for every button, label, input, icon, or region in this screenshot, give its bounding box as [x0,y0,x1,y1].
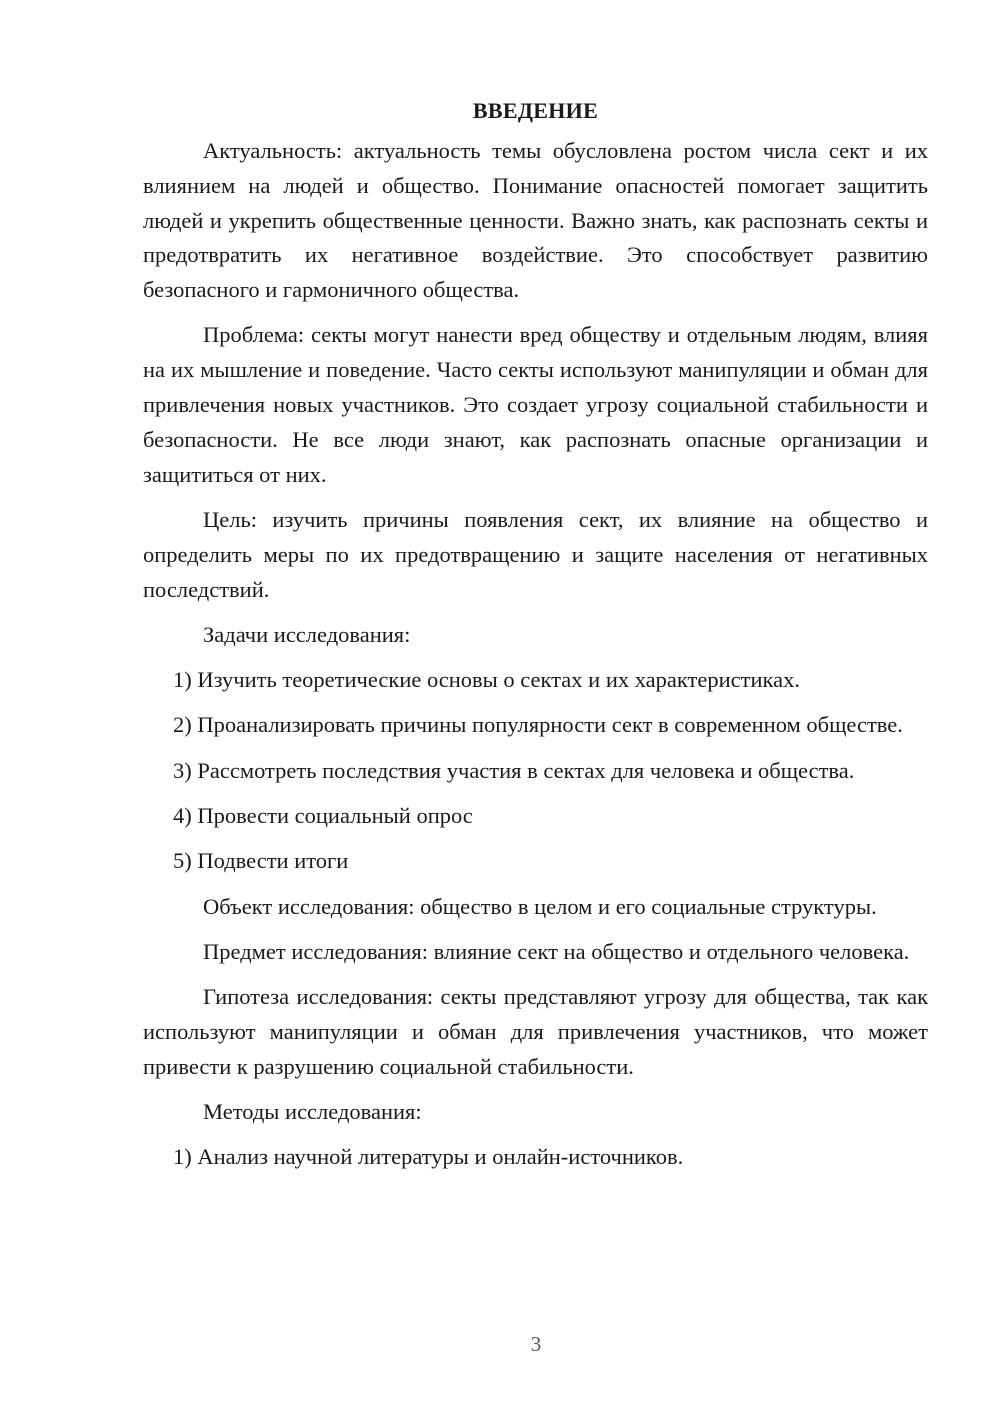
section-heading: ВВЕДЕНИЕ [472,98,599,123]
task-item: 1) Изучить теоретические основы о сектах и их характеристиках. [173,667,800,693]
relevance-paragraph: Актуальность: актуальность темы обусловлена ростом числа сект и их влиянием на людей и общество. Понимание опасностей помогает защитить людей и укрепить общественные ценности. Важно знать, как распознать секты и предотвратить их негативное воздействие. Это способствует развитию безопасного и гармоничного общества. [143,138,928,303]
task-item: 2) Проанализировать причины популярности сект в современном обществе. [173,712,903,738]
problem-paragraph: Проблема: секты могут нанести вред обществу и отдельным людям, влияя на их мышление и поведение. Часто секты используют манипуляции и обман для привлечения новых участников. Это создает угрозу социальной стабильности и безопасности. Не все люди знают, как распознать опасные организации и защититься от них. [143,322,928,487]
goal-paragraph: Цель: изучить причины появления сект, их влияние на общество и определить меры по их предотвращению и защите населения от негативных последствий. [143,506,928,602]
task-item: 4) Провести социальный опрос [173,803,473,829]
method-item: 1) Анализ научной литературы и онлайн-источников. [173,1144,684,1170]
page-number: 3 [530,1332,542,1356]
methods-title: Методы исследования: [203,1099,422,1125]
hypothesis-paragraph: Гипотеза исследования: секты представляют угрозу для общества, так как используют манипуляции и обман для привлечения участников, что может привести к разрушению социальной стабильности. [143,984,928,1079]
object-paragraph: Объект исследования: общество в целом и его социальные структуры. [203,893,877,919]
task-item: 3) Рассмотреть последствия участия в сектах для человека и общества. [173,757,855,783]
subject-paragraph: Предмет исследования: влияние сект на общество и отдельного человека. [203,938,910,964]
task-item: 5) Подвести итоги [173,848,349,874]
tasks-title: Задачи исследования: [203,621,411,647]
document-page [143,96,928,1186]
